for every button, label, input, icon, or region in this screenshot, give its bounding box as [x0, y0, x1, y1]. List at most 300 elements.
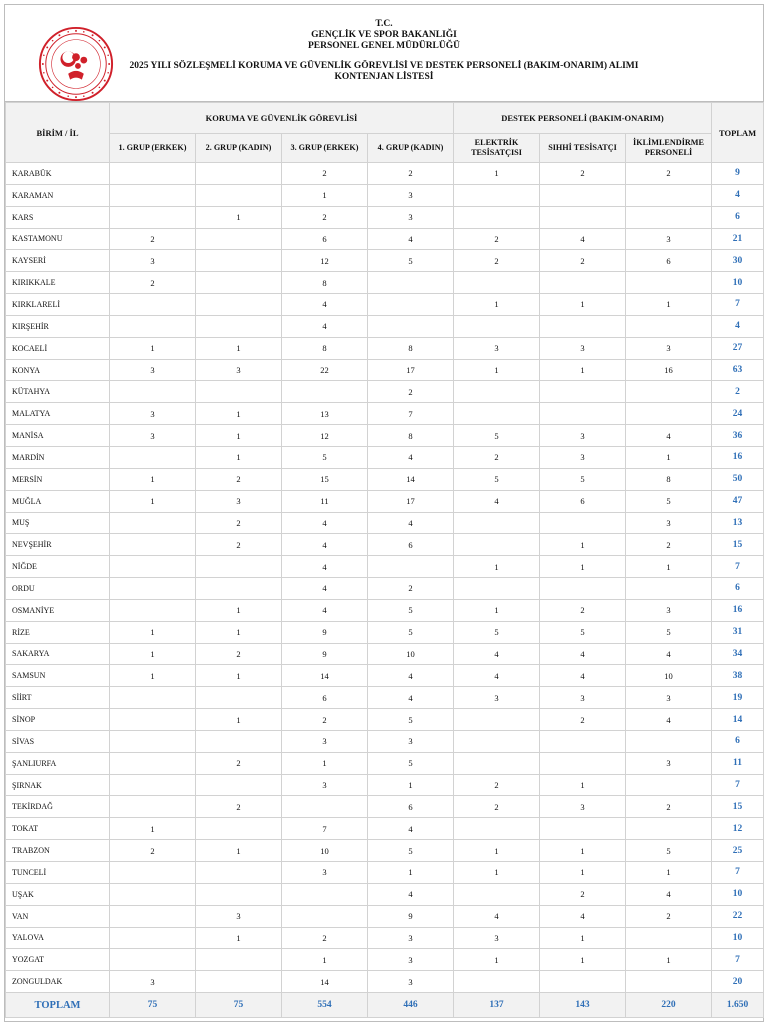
row-total: 10 [712, 272, 764, 294]
table-row [6, 949, 764, 971]
table-row [6, 381, 764, 403]
row-total: 10 [712, 927, 764, 949]
row-total: 63 [712, 359, 764, 381]
row-value-cell: 2 [454, 796, 540, 818]
row-value-cell: 3 [110, 425, 196, 447]
row-value-cell: 4 [626, 883, 712, 905]
row-value-cell [196, 883, 282, 905]
row-value-cell: 16 [626, 359, 712, 381]
row-value-cell [540, 512, 626, 534]
row-value-cell [110, 796, 196, 818]
row-province: MUŞ [6, 512, 110, 534]
row-value-cell [626, 381, 712, 403]
row-value-cell [454, 534, 540, 556]
table-row [6, 272, 764, 294]
row-value-cell: 3 [454, 687, 540, 709]
row-value-cell: 1 [454, 599, 540, 621]
row-province: TRABZON [6, 840, 110, 862]
row-value-cell: 2 [540, 709, 626, 731]
row-value-cell [196, 228, 282, 250]
row-value-cell: 1 [196, 446, 282, 468]
row-value-cell [196, 381, 282, 403]
row-value-cell: 4 [368, 687, 454, 709]
row-value-cell [540, 206, 626, 228]
row-value-cell: 2 [282, 163, 368, 185]
table-row [6, 315, 764, 337]
row-value-cell [626, 927, 712, 949]
row-value-cell: 4 [626, 709, 712, 731]
row-value-cell: 8 [626, 468, 712, 490]
row-value-cell: 1 [540, 949, 626, 971]
row-value-cell: 3 [368, 927, 454, 949]
row-value-cell: 5 [454, 621, 540, 643]
row-value-cell: 4 [368, 228, 454, 250]
table-row [6, 665, 764, 687]
row-value-cell: 4 [282, 599, 368, 621]
row-value-cell [540, 752, 626, 774]
row-value-cell: 12 [282, 425, 368, 447]
document-page [4, 4, 764, 1022]
row-total: 9 [712, 163, 764, 185]
row-value-cell: 1 [196, 840, 282, 862]
row-value-cell: 2 [454, 446, 540, 468]
row-total: 24 [712, 403, 764, 425]
row-value-cell: 2 [282, 709, 368, 731]
row-value-cell [196, 949, 282, 971]
row-province: NEVŞEHİR [6, 534, 110, 556]
row-value-cell: 4 [282, 315, 368, 337]
row-value-cell: 1 [626, 949, 712, 971]
row-value-cell [196, 556, 282, 578]
row-value-cell [540, 381, 626, 403]
row-value-cell [196, 774, 282, 796]
table-row [6, 927, 764, 949]
row-value-cell [110, 315, 196, 337]
row-value-cell: 7 [368, 403, 454, 425]
row-value-cell [196, 315, 282, 337]
row-value-cell: 6 [540, 490, 626, 512]
row-value-cell [626, 818, 712, 840]
row-value-cell [368, 294, 454, 316]
row-province: TEKİRDAĞ [6, 796, 110, 818]
row-value-cell: 1 [540, 927, 626, 949]
row-value-cell [626, 578, 712, 600]
row-value-cell [110, 752, 196, 774]
table-row [6, 425, 764, 447]
row-value-cell [368, 315, 454, 337]
row-value-cell: 5 [368, 752, 454, 774]
row-value-cell: 1 [110, 665, 196, 687]
row-value-cell: 2 [626, 905, 712, 927]
header-group-koruma: KORUMA VE GÜVENLİK GÖREVLİSİ [110, 103, 454, 134]
row-value-cell: 5 [454, 425, 540, 447]
row-province: ORDU [6, 578, 110, 600]
row-value-cell: 4 [454, 490, 540, 512]
header-sub-3: 3. GRUP (ERKEK) [282, 134, 368, 163]
row-value-cell: 6 [626, 250, 712, 272]
table-row [6, 468, 764, 490]
row-value-cell [196, 272, 282, 294]
row-value-cell: 1 [540, 359, 626, 381]
row-value-cell [540, 818, 626, 840]
row-value-cell [454, 709, 540, 731]
row-value-cell: 1 [540, 840, 626, 862]
table-row [6, 883, 764, 905]
row-value-cell: 1 [110, 621, 196, 643]
row-total: 38 [712, 665, 764, 687]
row-value-cell: 4 [368, 512, 454, 534]
row-value-cell: 3 [282, 730, 368, 752]
row-total: 25 [712, 840, 764, 862]
row-value-cell [368, 556, 454, 578]
title-line-list: KONTENJAN LİSTESİ [334, 72, 434, 82]
row-value-cell [540, 578, 626, 600]
row-value-cell: 4 [282, 556, 368, 578]
row-total: 47 [712, 490, 764, 512]
row-value-cell: 4 [540, 228, 626, 250]
row-value-cell [110, 709, 196, 731]
row-total: 2 [712, 381, 764, 403]
row-value-cell: 4 [368, 818, 454, 840]
row-province: MANİSA [6, 425, 110, 447]
header-sub-2: 2. GRUP (KADIN) [196, 134, 282, 163]
table-row [6, 730, 764, 752]
footer-cell: 220 [626, 993, 712, 1018]
row-value-cell [110, 381, 196, 403]
row-value-cell: 1 [626, 862, 712, 884]
row-value-cell: 2 [626, 163, 712, 185]
row-value-cell: 2 [626, 534, 712, 556]
row-value-cell: 5 [626, 490, 712, 512]
row-value-cell [196, 730, 282, 752]
row-province: KÜTAHYA [6, 381, 110, 403]
row-total: 34 [712, 643, 764, 665]
row-value-cell: 3 [110, 250, 196, 272]
row-value-cell: 10 [282, 840, 368, 862]
header-sub-1: 1. GRUP (ERKEK) [110, 134, 196, 163]
row-value-cell [626, 774, 712, 796]
row-total: 36 [712, 425, 764, 447]
row-value-cell [110, 184, 196, 206]
row-value-cell: 11 [282, 490, 368, 512]
footer-cell: 75 [196, 993, 282, 1018]
row-total: 6 [712, 206, 764, 228]
table-row [6, 818, 764, 840]
header-birim: BİRİM / İL [6, 103, 110, 163]
row-value-cell: 8 [282, 272, 368, 294]
row-value-cell: 1 [196, 709, 282, 731]
row-value-cell: 3 [196, 359, 282, 381]
row-value-cell [454, 381, 540, 403]
row-value-cell: 14 [282, 971, 368, 993]
row-value-cell: 10 [368, 643, 454, 665]
row-value-cell: 1 [196, 425, 282, 447]
row-value-cell: 1 [110, 643, 196, 665]
row-total: 15 [712, 796, 764, 818]
table-row [6, 621, 764, 643]
row-province: MERSİN [6, 468, 110, 490]
row-value-cell [454, 512, 540, 534]
row-value-cell: 2 [282, 206, 368, 228]
row-value-cell: 1 [540, 534, 626, 556]
row-province: KIRIKKALE [6, 272, 110, 294]
table-row [6, 905, 764, 927]
row-value-cell: 22 [282, 359, 368, 381]
row-value-cell: 8 [368, 425, 454, 447]
row-value-cell: 4 [282, 534, 368, 556]
row-province: SİİRT [6, 687, 110, 709]
table-row [6, 163, 764, 185]
row-value-cell: 15 [282, 468, 368, 490]
row-total: 7 [712, 774, 764, 796]
row-value-cell [454, 730, 540, 752]
row-value-cell: 4 [626, 425, 712, 447]
row-value-cell: 3 [282, 862, 368, 884]
row-province: KIRKLARELİ [6, 294, 110, 316]
row-value-cell: 1 [196, 337, 282, 359]
table-row [6, 752, 764, 774]
row-value-cell: 2 [540, 250, 626, 272]
row-total: 6 [712, 730, 764, 752]
row-value-cell [626, 971, 712, 993]
row-value-cell: 4 [540, 643, 626, 665]
row-value-cell [110, 687, 196, 709]
row-total: 7 [712, 949, 764, 971]
row-value-cell: 3 [110, 971, 196, 993]
row-province: SAMSUN [6, 665, 110, 687]
quota-table [5, 102, 764, 1018]
row-value-cell: 4 [454, 643, 540, 665]
row-value-cell: 3 [282, 774, 368, 796]
row-value-cell [110, 883, 196, 905]
row-value-cell: 13 [282, 403, 368, 425]
row-value-cell: 3 [626, 337, 712, 359]
row-value-cell: 5 [540, 621, 626, 643]
row-value-cell [110, 163, 196, 185]
footer-cell: 554 [282, 993, 368, 1018]
row-value-cell [110, 206, 196, 228]
row-value-cell: 3 [454, 927, 540, 949]
row-province: SİNOP [6, 709, 110, 731]
row-total: 16 [712, 446, 764, 468]
row-value-cell [626, 272, 712, 294]
row-value-cell [110, 446, 196, 468]
row-value-cell [454, 971, 540, 993]
row-value-cell [110, 534, 196, 556]
row-value-cell [540, 272, 626, 294]
row-value-cell: 1 [282, 184, 368, 206]
row-total: 10 [712, 883, 764, 905]
row-value-cell: 2 [454, 774, 540, 796]
row-value-cell [454, 403, 540, 425]
row-value-cell: 3 [540, 687, 626, 709]
row-province: KARS [6, 206, 110, 228]
row-value-cell: 1 [110, 490, 196, 512]
row-value-cell: 6 [368, 534, 454, 556]
row-value-cell [196, 687, 282, 709]
row-total: 11 [712, 752, 764, 774]
table-row [6, 578, 764, 600]
table-row [6, 337, 764, 359]
row-province: UŞAK [6, 883, 110, 905]
table-row [6, 709, 764, 731]
row-value-cell: 1 [540, 556, 626, 578]
row-value-cell [540, 730, 626, 752]
row-value-cell: 10 [626, 665, 712, 687]
row-value-cell: 2 [368, 381, 454, 403]
header-sub-7: İKLİMLENDİRME PERSONELİ [626, 134, 712, 163]
row-value-cell: 3 [626, 228, 712, 250]
row-total: 7 [712, 556, 764, 578]
row-value-cell: 5 [626, 840, 712, 862]
row-total: 31 [712, 621, 764, 643]
row-value-cell: 2 [110, 840, 196, 862]
table-row [6, 403, 764, 425]
row-province: NİĞDE [6, 556, 110, 578]
row-value-cell [454, 184, 540, 206]
row-value-cell: 2 [540, 599, 626, 621]
table-row [6, 184, 764, 206]
row-province: KONYA [6, 359, 110, 381]
row-value-cell: 1 [454, 949, 540, 971]
row-total: 7 [712, 294, 764, 316]
row-value-cell [110, 862, 196, 884]
row-value-cell [196, 862, 282, 884]
row-value-cell [540, 403, 626, 425]
row-value-cell: 3 [626, 512, 712, 534]
row-value-cell: 3 [368, 206, 454, 228]
row-value-cell: 5 [282, 446, 368, 468]
row-value-cell [454, 752, 540, 774]
row-total: 12 [712, 818, 764, 840]
table-row [6, 446, 764, 468]
row-province: VAN [6, 905, 110, 927]
row-value-cell: 4 [540, 665, 626, 687]
row-value-cell: 2 [454, 228, 540, 250]
row-value-cell [540, 971, 626, 993]
row-value-cell: 5 [368, 599, 454, 621]
row-value-cell: 4 [626, 643, 712, 665]
table-row [6, 490, 764, 512]
row-total: 19 [712, 687, 764, 709]
row-value-cell: 1 [196, 927, 282, 949]
title-line-tc: T.C. [375, 19, 393, 29]
table-row [6, 359, 764, 381]
row-value-cell: 9 [282, 643, 368, 665]
row-value-cell: 1 [454, 359, 540, 381]
row-province: KIRŞEHİR [6, 315, 110, 337]
row-value-cell [540, 315, 626, 337]
table-row [6, 294, 764, 316]
row-value-cell: 5 [540, 468, 626, 490]
row-value-cell: 3 [110, 403, 196, 425]
row-value-cell [454, 578, 540, 600]
row-value-cell [110, 578, 196, 600]
row-value-cell [626, 184, 712, 206]
row-value-cell: 2 [282, 927, 368, 949]
table-row [6, 534, 764, 556]
row-total: 14 [712, 709, 764, 731]
row-value-cell: 1 [110, 337, 196, 359]
row-value-cell: 1 [196, 599, 282, 621]
row-province: MUĞLA [6, 490, 110, 512]
row-value-cell: 2 [196, 512, 282, 534]
table-row [6, 643, 764, 665]
row-value-cell: 1 [626, 294, 712, 316]
table-row [6, 774, 764, 796]
row-value-cell [368, 272, 454, 294]
row-province: OSMANİYE [6, 599, 110, 621]
document-title-block [5, 19, 763, 83]
row-value-cell [626, 730, 712, 752]
row-value-cell: 4 [368, 665, 454, 687]
row-value-cell: 2 [540, 883, 626, 905]
row-value-cell: 2 [196, 468, 282, 490]
row-province: ZONGULDAK [6, 971, 110, 993]
row-total: 13 [712, 512, 764, 534]
row-value-cell: 1 [540, 294, 626, 316]
row-value-cell [454, 818, 540, 840]
row-value-cell: 3 [368, 730, 454, 752]
row-province: YOZGAT [6, 949, 110, 971]
row-value-cell [196, 163, 282, 185]
table-row [6, 556, 764, 578]
row-value-cell: 3 [626, 599, 712, 621]
row-value-cell [110, 294, 196, 316]
row-value-cell [110, 905, 196, 927]
row-value-cell: 2 [110, 228, 196, 250]
row-value-cell: 2 [368, 163, 454, 185]
row-value-cell [110, 774, 196, 796]
row-value-cell: 6 [368, 796, 454, 818]
row-value-cell: 17 [368, 490, 454, 512]
row-value-cell: 3 [368, 971, 454, 993]
row-value-cell [626, 315, 712, 337]
table-row [6, 250, 764, 272]
row-total: 20 [712, 971, 764, 993]
title-line-subject: 2025 YILI SÖZLEŞMELİ KORUMA VE GÜVENLİK GÖREVLİSİ VE DESTEK PERSONELİ (BAKIM-ONARIM) ALIMI [129, 61, 639, 71]
row-value-cell: 14 [368, 468, 454, 490]
row-value-cell: 1 [540, 862, 626, 884]
footer-cell: 137 [454, 993, 540, 1018]
header-sub-6: SIHHİ TESİSATÇI [540, 134, 626, 163]
row-value-cell: 2 [454, 250, 540, 272]
row-value-cell: 1 [454, 294, 540, 316]
row-province: TUNCELİ [6, 862, 110, 884]
table-row [6, 796, 764, 818]
row-value-cell: 17 [368, 359, 454, 381]
table-row [6, 206, 764, 228]
row-value-cell: 1 [196, 403, 282, 425]
row-value-cell [110, 556, 196, 578]
footer-cell: 75 [110, 993, 196, 1018]
row-value-cell [282, 905, 368, 927]
row-value-cell: 1 [368, 774, 454, 796]
row-province: MALATYA [6, 403, 110, 425]
row-value-cell: 12 [282, 250, 368, 272]
row-value-cell: 6 [282, 687, 368, 709]
row-value-cell: 2 [110, 272, 196, 294]
footer-label: TOPLAM [6, 993, 110, 1018]
title-line-ministry: GENÇLİK VE SPOR BAKANLIĞI [311, 30, 457, 40]
row-value-cell: 5 [368, 250, 454, 272]
row-value-cell: 1 [368, 862, 454, 884]
row-value-cell [110, 599, 196, 621]
row-total: 22 [712, 905, 764, 927]
row-value-cell: 1 [196, 206, 282, 228]
row-value-cell: 4 [540, 905, 626, 927]
row-value-cell: 3 [196, 490, 282, 512]
